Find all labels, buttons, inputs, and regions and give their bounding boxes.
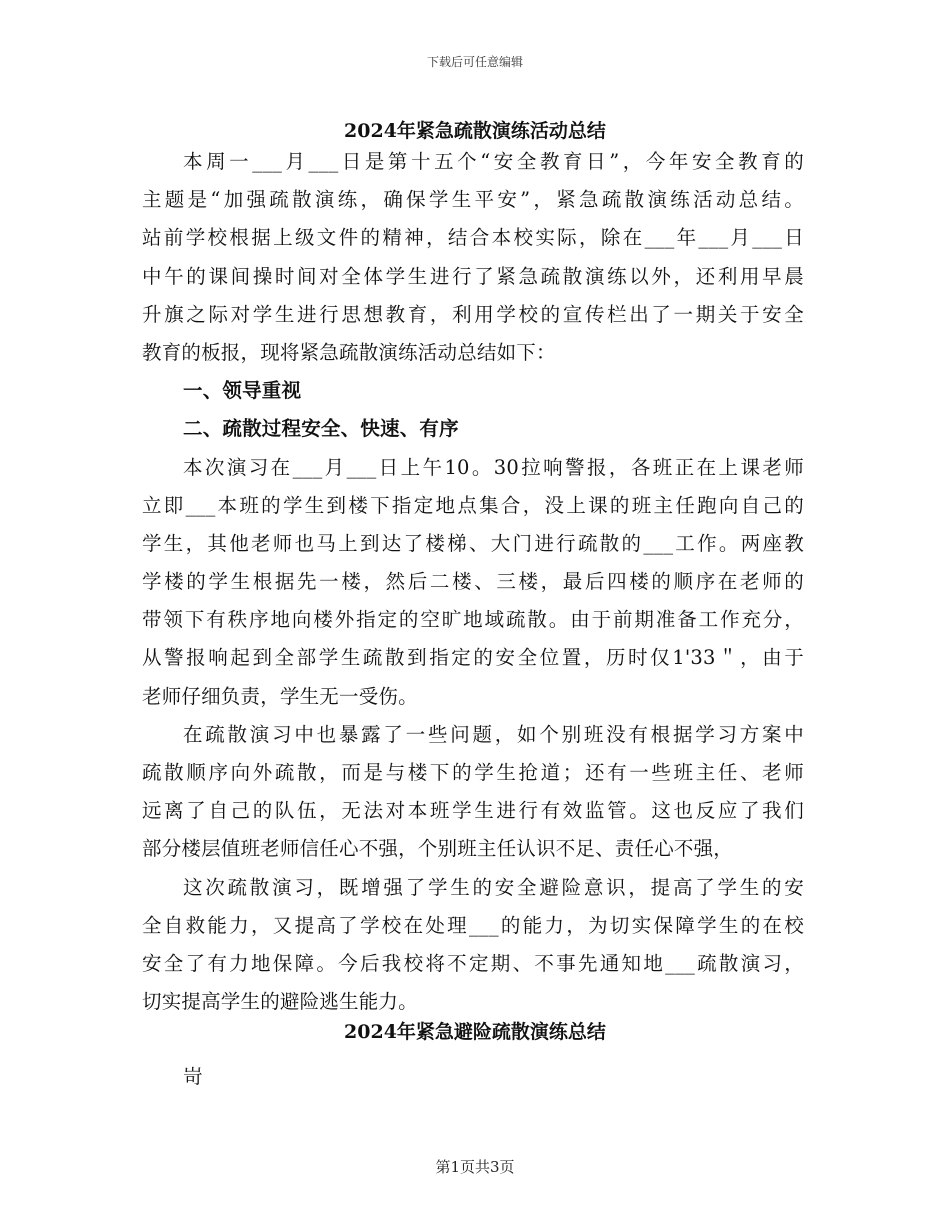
page-header-note: 下载后可任意编辑 [426, 55, 523, 69]
paragraph-line: 远离了自己的队伍，无法对本班学生进行有效监管。这也反应了我们 [142, 799, 804, 823]
document-title: 2024年紧急疏散演练活动总结 [344, 120, 606, 142]
paragraph-line: 部分楼层值班老师信任心不强，个别班主任认识不足、责任心不强， [142, 837, 734, 861]
paragraph-line: 切实提高学生的避险逃生能力。 [142, 990, 418, 1014]
paragraph-line: 学生，其他老师也马上到达了楼梯、大门进行疏散的___工作。两座教 [142, 531, 804, 555]
paragraph-line: 带领下有秩序地向楼外指定的空旷地域疏散。由于前期准备工作充分， [142, 608, 804, 632]
paragraph-line: 疏散顺序向外疏散，而是与楼下的学生抢道；还有一些班主任、老师 [142, 761, 804, 784]
paragraph-line: 学楼的学生根据先一楼，然后二楼、三楼，最后四楼的顺序在老师的 [142, 570, 804, 594]
section-heading: 一、领导重视 [183, 379, 302, 403]
paragraph-line: 老师仔细负责，学生无一受伤。 [142, 684, 418, 708]
paragraph-line: 这次疏散演习，既增强了学生的安全避险意识，提高了学生的安 [183, 875, 804, 899]
paragraph-line: 岢 [183, 1065, 203, 1088]
paragraph-line: 本次演习在___月___日上午10。30拉响警报，各班正在上课老师 [183, 455, 804, 479]
paragraph-line: 立即___本班的学生到楼下指定地点集合，没上课的班主任跑向自己的 [142, 493, 804, 517]
page-number: 第1页共3页 [435, 1158, 515, 1176]
paragraph-line: 全自救能力，又提高了学校在处理___的能力，为切实保障学生的在校 [142, 913, 804, 937]
paragraph-line: 升旗之际对学生进行思想教育，利用学校的宣传栏出了一期关于安全 [142, 302, 804, 326]
second-document-title: 2024年紧急避险疏散演练总结 [344, 1021, 606, 1043]
document-body [142, 143, 804, 1021]
paragraph-line: 教育的板报，现将紧急疏散演练活动总结如下： [142, 340, 556, 364]
paragraph-line: 从警报响起到全部学生疏散到指定的安全位置，历时仅1'33＂，由于 [142, 646, 804, 670]
paragraph-line: 中午的课间操时间对全体学生进行了紧急疏散演练以外，还利用早晨 [142, 264, 804, 288]
paragraph-line: 本周一___月___日是第十五个“安全教育日”，今年安全教育的 [183, 150, 804, 173]
second-document-body [142, 1058, 804, 1096]
paragraph-line: 主题是“加强疏散演练，确保学生平安”，紧急疏散演练活动总结。 [142, 188, 804, 212]
paragraph-line: 站前学校根据上级文件的精神，结合本校实际，除在___年___月___日 [142, 226, 804, 250]
paragraph-line: 安全了有力地保障。今后我校将不定期、不事先通知地___疏散演习， [142, 951, 804, 975]
section-heading: 二、疏散过程安全、快速、有序 [183, 417, 459, 441]
paragraph-line: 在疏散演习中也暴露了一些问题，如个别班没有根据学习方案中 [183, 722, 804, 746]
